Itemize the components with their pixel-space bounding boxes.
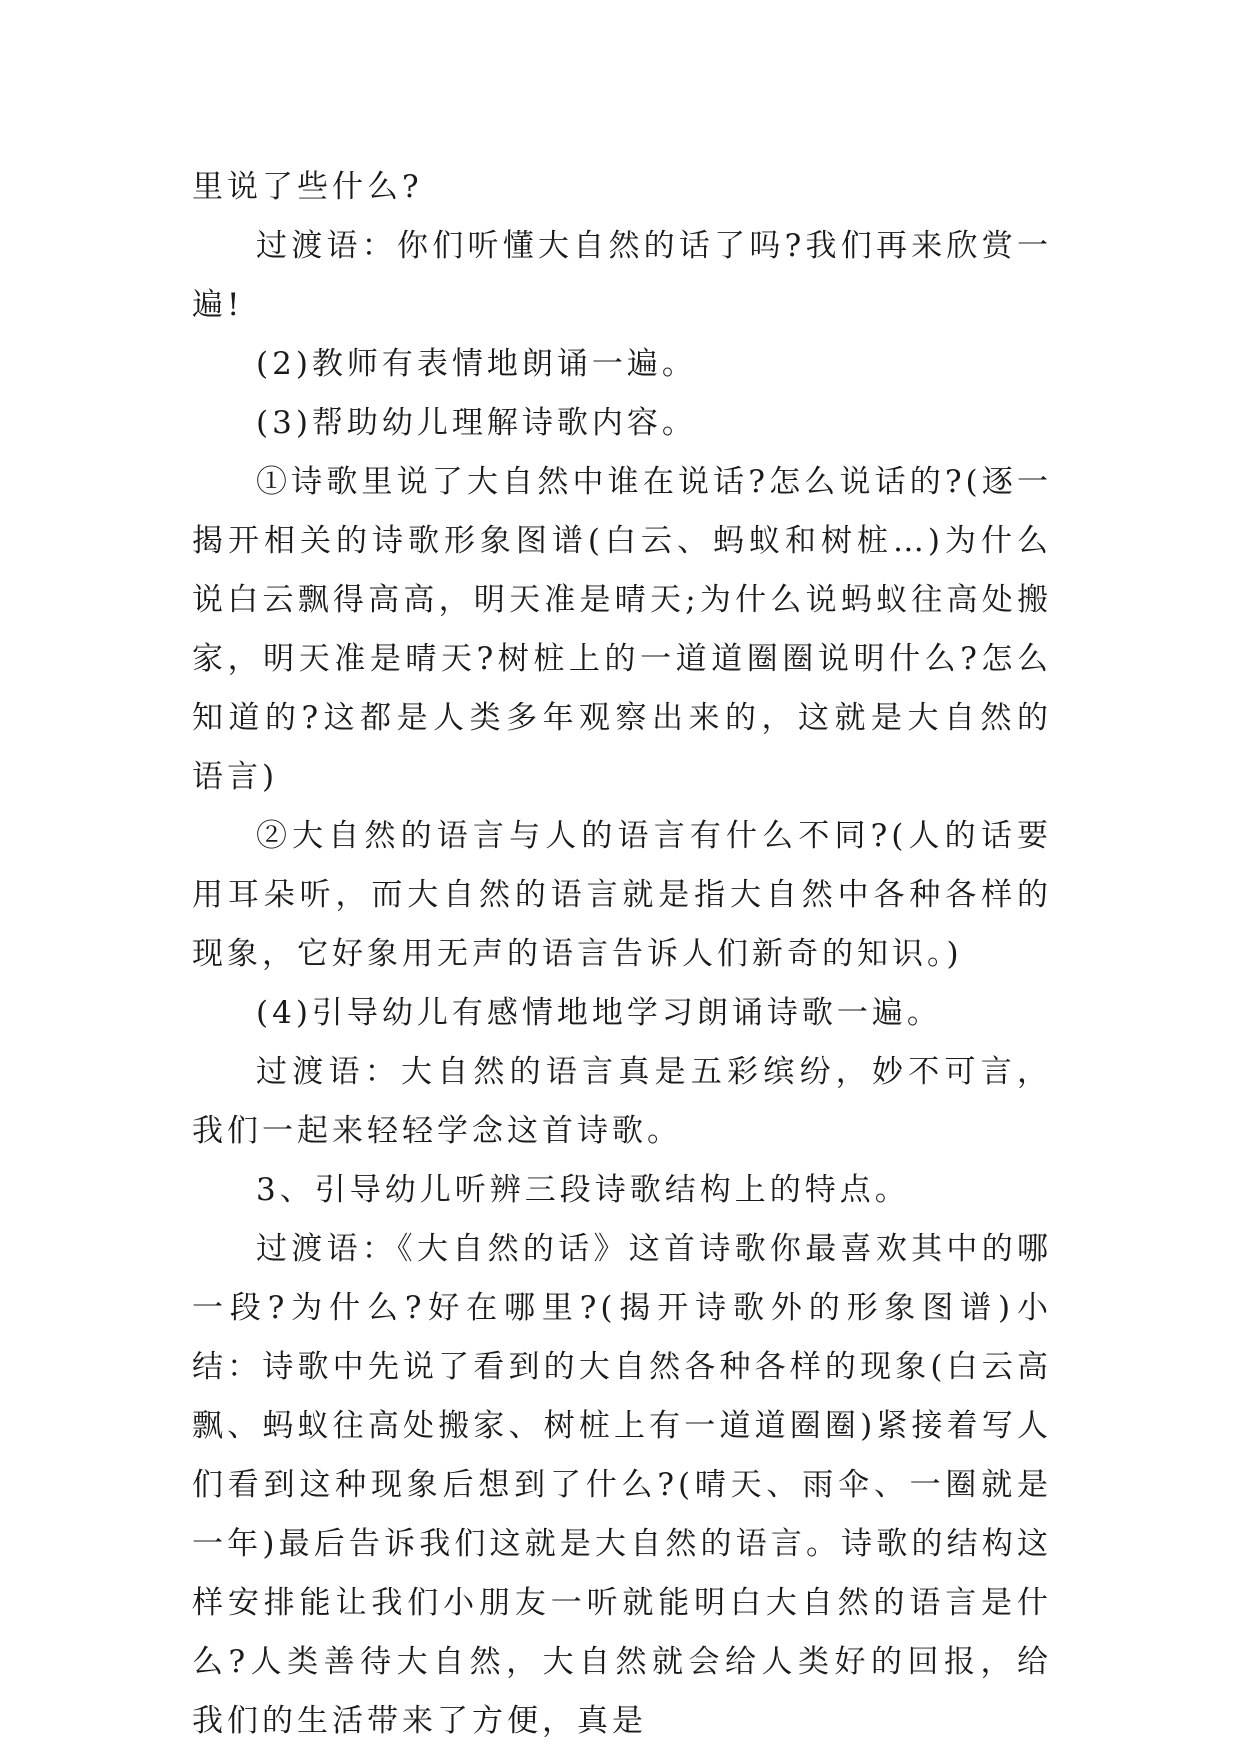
paragraph-8: 过渡语：大自然的语言真是五彩缤纷，妙不可言，我们一起来轻轻学念这首诗歌。 [192, 1054, 1052, 1149]
paragraph-1: 里说了些什么? [192, 169, 423, 205]
paragraph-7: (4)引导幼儿有感情地地学习朗诵诗歌一遍。 [256, 995, 942, 1031]
paragraph-4: (3)帮助幼儿理解诗歌内容。 [256, 405, 697, 441]
document-body [192, 158, 1052, 1751]
paragraph-9: 3、引导幼儿听辨三段诗歌结构上的特点。 [256, 1172, 910, 1208]
paragraph-3: (2)教师有表情地朗诵一遍。 [256, 346, 697, 382]
paragraph-5: ①诗歌里说了大自然中谁在说话?怎么说话的?(逐一揭开相关的诗歌形象图谱(白云、蚂蚁和树桩…)为什么说白云飘得高高，明天准是晴天;为什么说蚂蚁往高处搬家，明天准是晴天?树桩上的一道道圈圈说明什么?怎么知道的?这都是人类多年观察出来的，这就是大自然的语言) [192, 464, 1052, 795]
paragraph-10: 过渡语：《大自然的话》这首诗歌你最喜欢其中的哪一段?为什么?好在哪里?(揭开诗歌外的形象图谱)小结：诗歌中先说了看到的大自然各种各样的现象(白云高飘、蚂蚁往高处搬家、树桩上有一道道圈圈)紧接着写人们看到这种现象后想到了什么?(晴天、雨伞、一圈就是一年)最后告诉我们这就是大自然的语言。诗歌的结构这样安排能让我们小朋友一听就能明白大自然的语言是什么?人类善待大自然，大自然就会给人类好的回报，给我们的生活带来了方便，真是 [192, 1231, 1052, 1739]
paragraph-2: 过渡语：你们听懂大自然的话了吗?我们再来欣赏一遍! [192, 228, 1052, 323]
paragraph-6: ②大自然的语言与人的语言有什么不同?(人的话要用耳朵听，而大自然的语言就是指大自然中各种各样的现象，它好象用无声的语言告诉人们新奇的知识。) [192, 818, 1052, 972]
